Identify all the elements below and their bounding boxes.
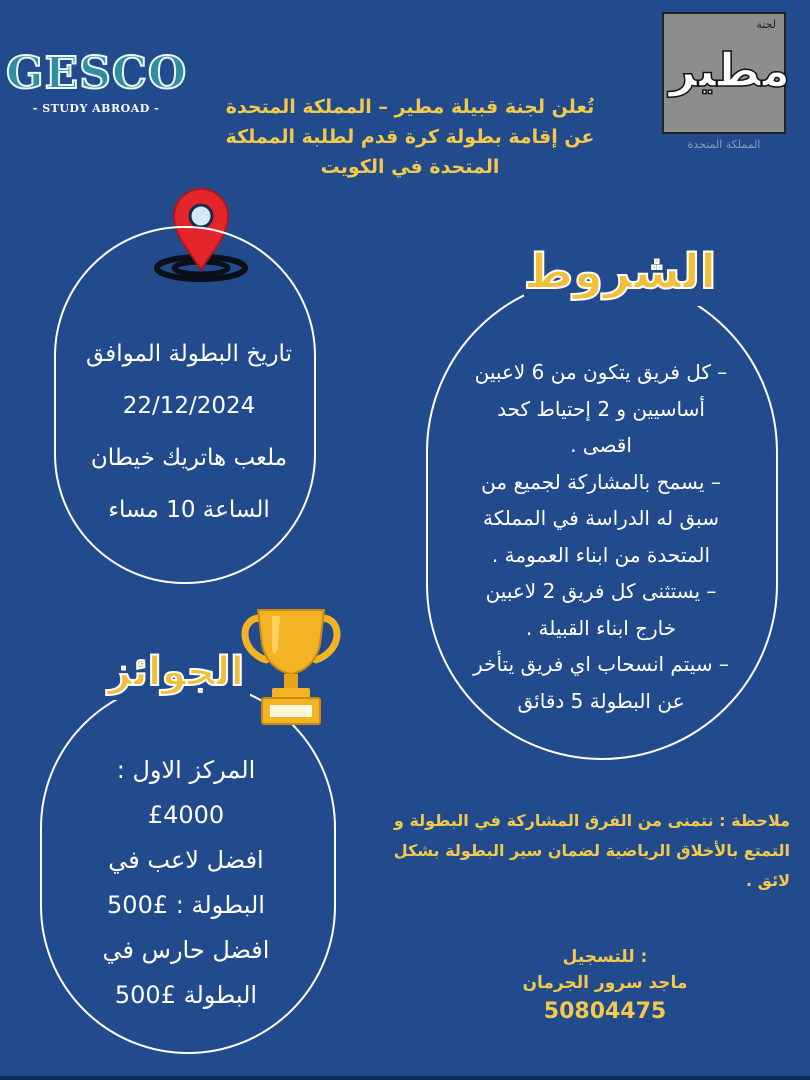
announcement-heading [190,92,630,182]
prize-line: المركز الاول : [116,756,256,784]
condition-line: – يستثنى كل فريق 2 لاعبين [485,579,717,603]
gesco-logo [6,50,186,115]
committee-logo-caption: المملكة المتحدة [687,138,761,151]
condition-line: المتحدة من ابناء العمومة . [491,542,711,567]
prizes-title: الجوائز [107,649,245,695]
note-text [366,806,790,896]
event-time: الساعة 10 مساء [108,497,270,523]
condition-line: سبق له الدراسة في المملكة [483,506,719,530]
note-line: التمتع بالأخلاق الرياضية لضمان سير البطولة بشكل [393,841,790,860]
bottom-border [0,1076,810,1080]
event-details [64,328,314,536]
prize-line: افضل حارس في [102,936,270,964]
condition-line: أساسيين و 2 إحتياط كحد [497,396,705,421]
announcement-line: المتحدة في الكويت [320,156,500,178]
trophy-icon [236,604,346,728]
committee-logo [662,12,790,134]
prizes-list [66,748,306,1018]
condition-line: – سيتم انسحاب اي فريق يتأخر [473,652,729,676]
committee-logo-name: مطير [669,43,790,97]
prize-line: البطولة : £500 [107,891,265,919]
prize-line: افضل لاعب في [108,846,264,874]
conditions-title: الشروط [523,244,717,300]
condition-line: – يسمح بالمشاركة لجميع من [481,469,721,494]
announcement-line: تُعلن لجنة قبيلة مطير – المملكة المتحدة [225,96,595,118]
prize-line: £4000 [147,801,225,829]
note-line: ملاحظة : نتمنى من الفرق المشاركة في البطولة و [393,811,790,830]
registration-info [470,944,740,1028]
note-line: لائق . [746,871,790,890]
event-date: 22/12/2024 [122,393,256,419]
condition-line: خارج ابناء القبيلة . [525,615,677,640]
gesco-logo-tagline: - STUDY ABROAD - [32,102,160,115]
conditions-list [438,354,764,719]
registration-name: ماجد سرور الجرمان [522,973,688,993]
condition-line: اقصى . [570,433,632,457]
event-date-label: تاريخ البطولة الموافق [86,341,292,367]
condition-line: – كل فريق يتكون من 6 لاعبين [474,360,728,384]
gesco-logo-wordmark: GESCO [6,48,188,99]
announcement-line: عن إقامة بطولة كرة قدم لطلبة المملكة [225,126,595,148]
committee-logo-small-text: لجنة [756,18,776,31]
registration-phone: 50804475 [543,999,667,1024]
condition-line: عن البطولة 5 دقائق [517,688,685,713]
prize-line: البطولة £500 [114,981,258,1009]
event-venue: ملعب هاتريك خيطان [90,445,288,471]
registration-label: للتسجيل : [562,947,648,967]
